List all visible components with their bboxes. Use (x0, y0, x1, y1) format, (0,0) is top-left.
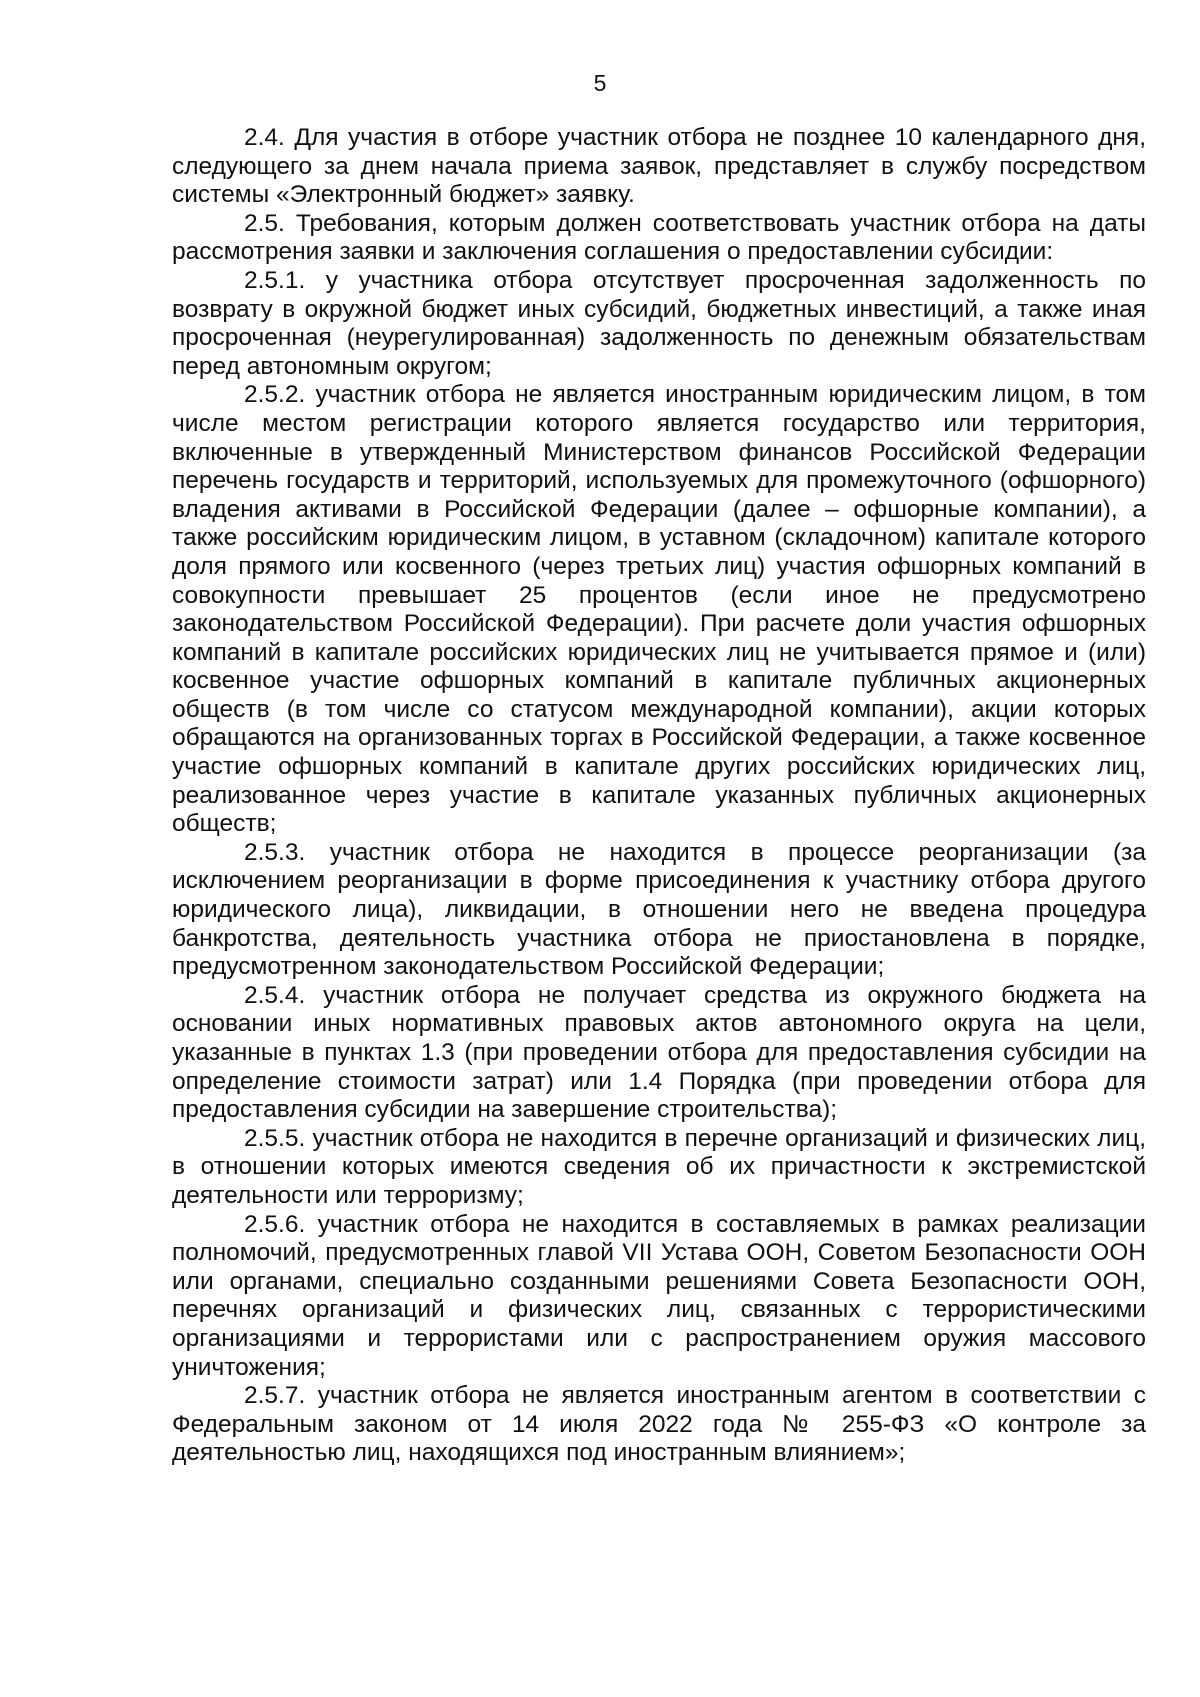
paragraph-2-5: 2.5. Требования, которым должен соответствовать участник отбора на даты рассмотрения заявки и заключения соглашения о предоставлении субсидии: (172, 209, 1146, 266)
paragraph-2-5-1: 2.5.1. у участника отбора отсутствует просроченная задолженность по возврату в окружной бюджет иных субсидий, бюджетных инвестиций, а также иная просроченная (неурегулированная) задолженность по денежным обязательствам перед автономным округом; (172, 266, 1146, 380)
paragraph-2-5-6: 2.5.6. участник отбора не находится в составляемых в рамках реализации полномочий, предусмотренных главой VII Устава ООН, Советом Безопасности ООН или органами, специально созданными решениями Совета Безопасности ООН, перечнях организаций и физических лиц, связанных с террористическими организациями и террористами или с распространением оружия массового уничтожения; (172, 1210, 1146, 1381)
document-body (172, 124, 1146, 1468)
paragraph-2-4: 2.4. Для участия в отборе участник отбора не позднее 10 календарного дня, следующего за днем начала приема заявок, представляет в службу посредством системы «Электронный бюджет» заявку. (172, 124, 1146, 209)
paragraph-2-5-2: 2.5.2. участник отбора не является иностранным юридическим лицом, в том числе местом регистрации которого является государство или территория, включенные в утвержденный Министерством финансов Российской Федерации перечень государств и территорий, используемых для промежуточного (офшорного) владения активами в Российской Федерации (далее – офшорные компании), а также российским юридическим лицом, в уставном (складочном) капитале которого доля прямого или косвенного (через третьих лиц) участия офшорных компаний в совокупности превышает 25 процентов (если иное не предусмотрено законодательством Российской Федерации). При расчете доли участия офшорных компаний в капитале российских юридических лиц не учитывается прямое и (или) косвенное участие офшорных компаний в капитале публичных акционерных обществ (в том числе со статусом международной компании), акции которых обращаются на организованных торгах в Российской Федерации, а также косвенное участие офшорных компаний в капитале других российских юридических лиц, реализованное через участие в капитале указанных публичных акционерных обществ; (172, 381, 1146, 838)
paragraph-2-5-5: 2.5.5. участник отбора не находится в перечне организаций и физических лиц, в отношении которых имеются сведения об их причастности к экстремистской деятельности или терроризму; (172, 1124, 1146, 1209)
paragraph-2-5-4: 2.5.4. участник отбора не получает средства из окружного бюджета на основании иных нормативных правовых актов автономного округа на цели, указанные в пунктах 1.3 (при проведении отбора для предоставления субсидии на определение стоимости затрат) или 1.4 Порядка (при проведении отбора для предоставления субсидии на завершение строительства); (172, 981, 1146, 1124)
paragraph-2-5-7: 2.5.7. участник отбора не является иностранным агентом в соответствии с Федеральным законом от 14 июля 2022 года № 255-ФЗ «О контроле за деятельностью лиц, находящихся под иностранным влиянием»; (172, 1382, 1146, 1467)
paragraph-2-5-3: 2.5.3. участник отбора не находится в процессе реорганизации (за исключением реорганизации в форме присоединения к участнику отбора другого юридического лица), ликвидации, в отношении него не введена процедура банкротства, деятельность участника отбора не приостановлена в порядке, предусмотренном законодательством Российской Федерации; (172, 838, 1146, 981)
page-number: 5 (593, 70, 607, 96)
